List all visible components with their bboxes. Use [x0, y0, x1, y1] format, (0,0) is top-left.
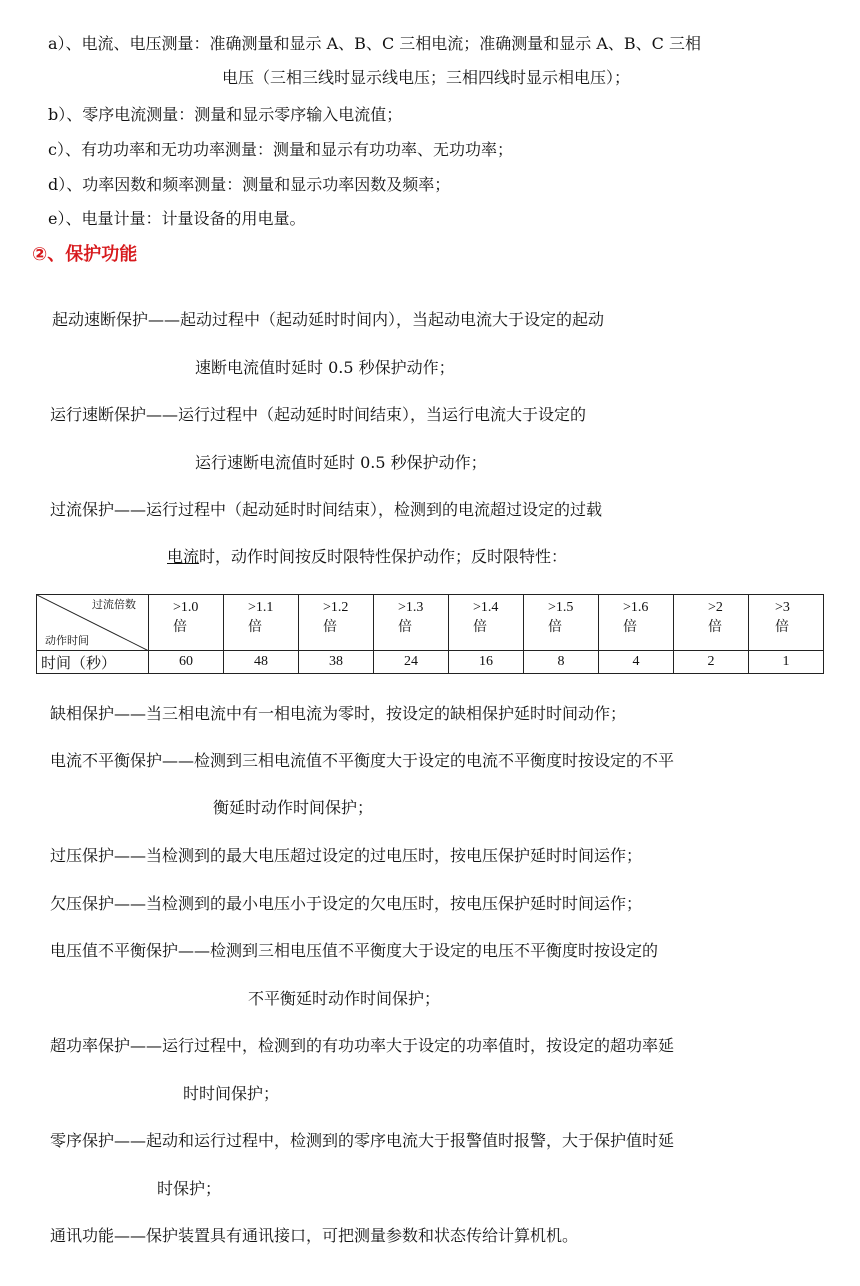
protection-run-quickbreak-cont: 运行速断电流值时延时 0.5 秒保护动作；	[195, 453, 487, 472]
protection-start-quickbreak-cont: 速断电流值时延时 0.5 秒保护动作；	[195, 358, 455, 377]
protection-overpower: 超功率保护——运行过程中，检测到的有功功率大于设定的功率值时，按设定的超功率延	[50, 1036, 675, 1055]
table-cell: 24	[374, 651, 449, 674]
table-cell: 4	[599, 651, 674, 674]
protection-run-quickbreak: 运行速断保护——运行过程中（起动延时时间结束），当运行电流大于设定的	[50, 405, 587, 424]
table-header-cell: >1.1 倍	[224, 595, 299, 651]
measure-item-d: d）、功率因数和频率测量：测量和显示功率因数及频率；	[48, 175, 451, 194]
protection-overpower-cont: 时时间保护；	[183, 1084, 280, 1103]
table-header-cell: >1.6 倍	[599, 595, 674, 651]
measure-item-a-cont: 电压（三相三线时显示线电压；三相四线时显示相电压）；	[222, 68, 631, 87]
table-header-cell: >3 倍	[749, 595, 824, 651]
table-header-cell: >1.5 倍	[524, 595, 599, 651]
table-header-cell: >1.2 倍	[299, 595, 374, 651]
table-row	[37, 651, 824, 674]
protection-voltage-unbalance: 电压值不平衡保护——检测到三相电压值不平衡度大于设定的电压不平衡度时按设定的	[50, 941, 659, 960]
protection-zero-sequence: 零序保护——起动和运行过程中，检测到的零序电流大于报警值时报警，大于保护值时延	[50, 1131, 675, 1150]
table-cell: 2	[674, 651, 749, 674]
table-header-cell: >1.4 倍	[449, 595, 524, 651]
protection-zero-sequence-cont: 时保护；	[157, 1179, 222, 1198]
table-cell: 38	[299, 651, 374, 674]
underlined-word: 电流	[167, 547, 200, 566]
protection-overcurrent: 过流保护——运行过程中（起动延时时间结束），检测到的电流超过设定的过载	[50, 500, 603, 519]
table-row-label: 时间（秒）	[37, 651, 149, 674]
table-cell: 48	[224, 651, 299, 674]
table-header-cell: >1.3 倍	[374, 595, 449, 651]
section-title: ②、保护功能	[32, 244, 138, 265]
protection-overcurrent-cont	[167, 546, 567, 568]
measure-item-b: b）、零序电流测量：测量和显示零序输入电流值；	[48, 105, 403, 124]
protection-overvoltage: 过压保护——当检测到的最大电压超过设定的过电压时，按电压保护延时时间运作；	[50, 846, 643, 865]
table-header-cell: >2 倍	[674, 595, 749, 651]
table-corner-cell	[37, 595, 149, 651]
table-cell: 60	[149, 651, 224, 674]
table-header-cell: >1.0 倍	[149, 595, 224, 651]
measure-item-e: e）、电量计量：计量设备的用电量。	[48, 209, 306, 228]
communication-function: 通讯功能——保护装置具有通讯接口，可把测量参数和状态传给计算机机。	[50, 1226, 579, 1245]
table-cell: 8	[524, 651, 599, 674]
overcurrent-cont-text: 时，动作时间按反时限特性保护动作；反时限特性：	[199, 547, 568, 566]
corner-label-multiple: 过流倍数	[92, 599, 136, 611]
measure-item-a: a）、电流、电压测量：准确测量和显示 A、B、C 三相电流；准确测量和显示 A、B、C 三相	[48, 34, 701, 53]
protection-current-unbalance-cont: 衡延时动作时间保护；	[213, 798, 374, 817]
table-cell: 16	[449, 651, 524, 674]
protection-undervoltage: 欠压保护——当检测到的最小电压小于设定的欠电压时，按电压保护延时时间运作；	[50, 894, 643, 913]
measure-item-c: c）、有功功率和无功功率测量：测量和显示有功功率、无功功率；	[48, 140, 513, 159]
inverse-time-table	[36, 594, 824, 674]
protection-voltage-unbalance-cont: 不平衡延时动作时间保护；	[248, 989, 441, 1008]
protection-current-unbalance: 电流不平衡保护——检测到三相电流值不平衡度大于设定的电流不平衡度时按设定的不平	[50, 751, 675, 770]
table-header-row	[37, 595, 824, 651]
table-cell: 1	[749, 651, 824, 674]
protection-phase-loss: 缺相保护——当三相电流中有一相电流为零时，按设定的缺相保护延时时间动作；	[50, 704, 627, 723]
protection-start-quickbreak: 起动速断保护——起动过程中（起动延时时间内），当起动电流大于设定的起动	[52, 310, 605, 329]
corner-label-time: 动作时间	[45, 635, 89, 647]
